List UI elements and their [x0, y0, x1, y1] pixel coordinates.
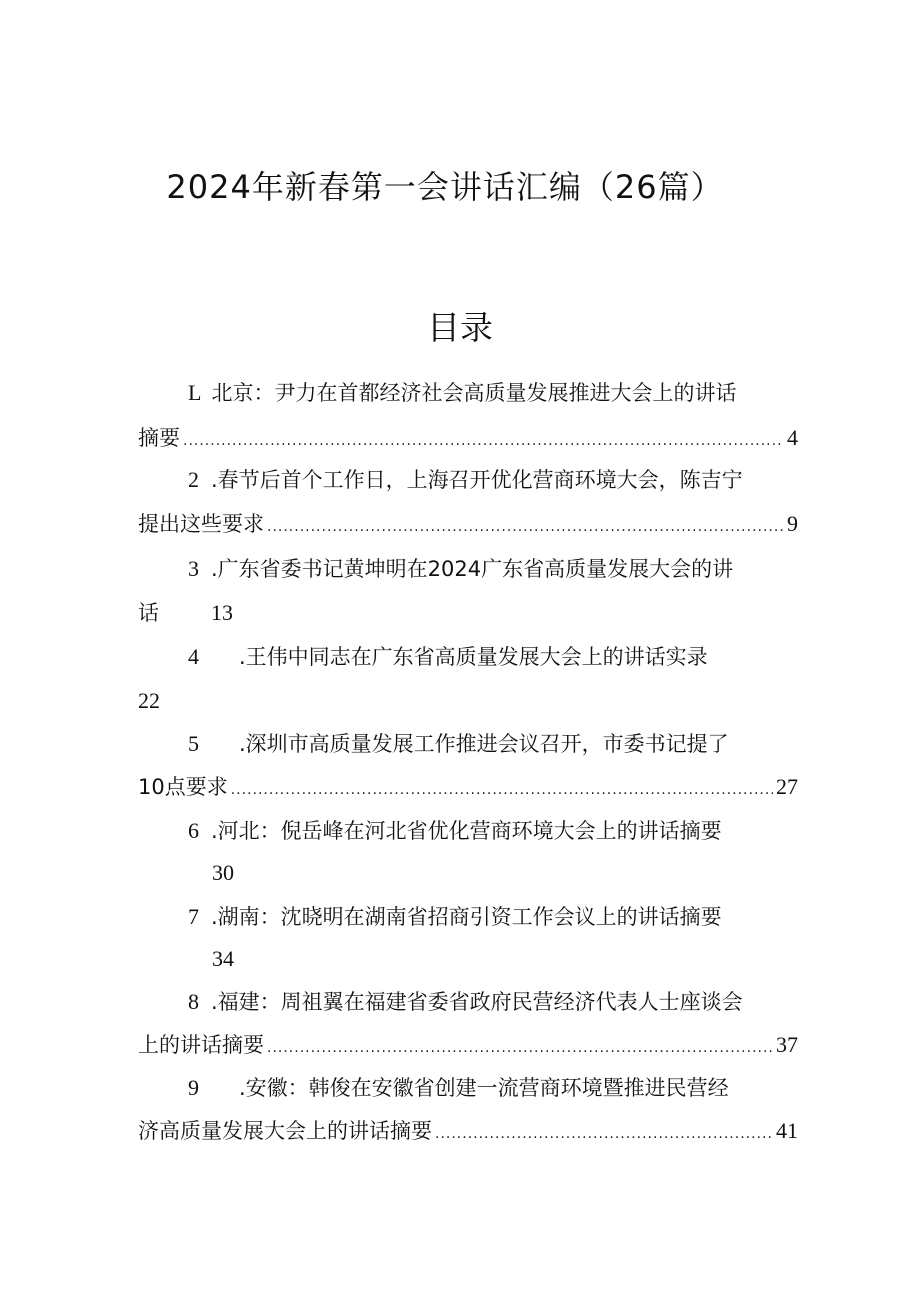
toc-page-number: 13 [211, 600, 233, 625]
toc-entry-number: 7 [188, 904, 199, 929]
document-title: 2024年新春第一会讲话汇编（26篇） [166, 168, 724, 206]
toc-page-number: 9 [787, 511, 798, 536]
toc-entry-2-line1[interactable] [188, 465, 798, 495]
toc-entry-number: 6 [188, 818, 199, 843]
toc-entry-1-line1[interactable] [188, 378, 798, 408]
toc-entry-text-continued: 摘要 [138, 426, 180, 450]
toc-entry-9-line2[interactable] [138, 1116, 798, 1146]
toc-entry-7-line2[interactable] [212, 944, 798, 974]
toc-entry-3-line2[interactable] [138, 598, 798, 628]
toc-leader-dots [435, 1119, 773, 1149]
toc-entry-5-line1[interactable] [188, 729, 798, 759]
toc-leader-dots [183, 426, 784, 456]
toc-entry-text: 北京：尹力在首都经济社会高质量发展推进大会上的讲话 [211, 381, 737, 405]
toc-page-number: 27 [776, 774, 798, 799]
toc-entry-number: 9 [188, 1075, 199, 1100]
toc-page-number: 37 [776, 1032, 798, 1057]
toc-page-number: 22 [138, 688, 160, 713]
toc-entry-number: 2 [188, 467, 199, 492]
toc-entry-text: .王伟中同志在广东省高质量发展大会上的讲话实录 [239, 645, 708, 669]
toc-entry-4-line1[interactable] [188, 642, 798, 672]
toc-leader-dots [267, 1033, 773, 1063]
toc-entry-4-line2[interactable] [138, 686, 798, 716]
toc-entry-text: .湖南：沈晓明在湖南省招商引资工作会议上的讲话摘要 [211, 905, 722, 929]
toc-entry-3-line1[interactable] [188, 554, 798, 584]
toc-entry-number: 4 [188, 644, 199, 669]
toc-entry-text: .深圳市高质量发展工作推进会议召开，市委书记提了 [239, 732, 729, 756]
toc-entry-6-line1[interactable] [188, 816, 798, 846]
toc-entry-number: L [188, 380, 202, 405]
toc-entry-text-continued: 10点要求 [138, 775, 228, 799]
toc-entry-text: .春节后首个工作日，上海召开优化营商环境大会，陈吉宁 [211, 468, 743, 492]
toc-entry-9-line1[interactable] [188, 1073, 798, 1103]
toc-entry-8-line1[interactable] [188, 987, 798, 1017]
toc-page-number: 4 [787, 425, 798, 450]
toc-heading: 目录 [427, 308, 493, 347]
toc-entry-text: .河北：倪岳峰在河北省优化营商环境大会上的讲话摘要 [211, 819, 722, 843]
toc-page-number: 41 [776, 1118, 798, 1143]
toc-entry-text-continued: 话 [138, 601, 159, 625]
toc-entry-text: .广东省委书记黄坤明在2024广东省高质量发展大会的讲 [211, 557, 734, 581]
toc-leader-dots [231, 775, 773, 805]
toc-entry-number: 3 [188, 556, 199, 581]
toc-entry-7-line1[interactable] [188, 902, 798, 932]
toc-entry-text-continued: 提出这些要求 [138, 512, 264, 536]
toc-entry-8-line2[interactable] [138, 1030, 798, 1060]
toc-entry-5-line2[interactable] [138, 772, 798, 802]
toc-entry-text: .福建：周祖翼在福建省委省政府民营经济代表人士座谈会 [211, 990, 743, 1014]
toc-entry-text: .安徽：韩俊在安徽省创建一流营商环境暨推进民营经 [239, 1076, 729, 1100]
toc-page-number: 30 [212, 860, 234, 885]
toc-leader-dots [267, 512, 784, 542]
toc-entry-2-line2[interactable] [138, 509, 798, 539]
toc-entry-1-line2[interactable] [138, 423, 798, 453]
toc-entry-number: 5 [188, 731, 199, 756]
toc-entry-text-continued: 济高质量发展大会上的讲话摘要 [138, 1119, 432, 1143]
toc-entry-number: 8 [188, 989, 199, 1014]
toc-entry-text-continued: 上的讲话摘要 [138, 1033, 264, 1057]
toc-page-number: 34 [212, 946, 234, 971]
toc-entry-6-line2[interactable] [212, 858, 798, 888]
